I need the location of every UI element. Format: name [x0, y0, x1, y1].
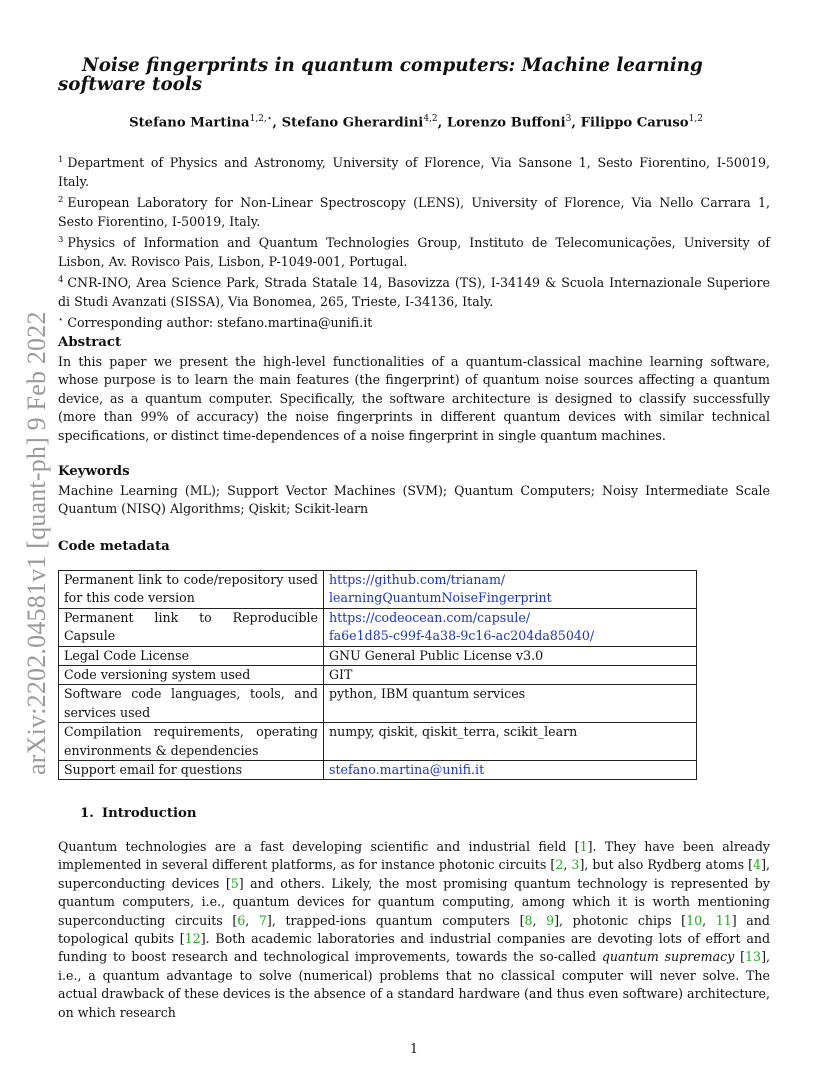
affiliation	[58, 191, 770, 231]
citation-link[interactable]: 8	[524, 912, 533, 928]
metadata-link[interactable]: stefano.martina@unifi.it	[329, 762, 485, 778]
affiliation-text: CNR-INO, Area Science Park, Strada Statale 14, Basovizza (TS), I-34149 & Scuola Internazionale Superiore di Studi Avanzati (SISSA), Via Bonomea, 265, Trieste, I-34136, Italy.	[58, 275, 770, 309]
page-number: 1	[409, 1041, 418, 1056]
table-row	[59, 608, 697, 646]
code-metadata-table	[58, 570, 697, 780]
text-run: ], i.e., a quantum advantage to solve (numerical) problems that no classical computer will never solve. The actual drawback of these devices is the absence of a standard hardware (and thus even software) architecture, on which research	[58, 949, 770, 1020]
citation-link[interactable]: 10	[686, 912, 703, 928]
citation-link[interactable]: 5	[230, 875, 239, 891]
text-run: ], photonic chips [	[554, 912, 687, 928]
author-name: Lorenzo Buffoni	[446, 115, 566, 131]
citation-link[interactable]: 6	[237, 912, 246, 928]
affiliation-list	[58, 151, 770, 333]
text-run: ]. They have been already implemented in several different platforms, as for instance photonic circuits [	[58, 839, 770, 873]
metadata-value-text: python, IBM quantum services	[329, 686, 526, 702]
metadata-label: Code versioning system used	[59, 666, 324, 685]
metadata-value	[324, 646, 697, 665]
section-title: Introduction	[101, 806, 197, 821]
metadata-value	[324, 685, 697, 723]
citation-link[interactable]: 7	[258, 912, 267, 928]
author-affiliation-mark: 3	[565, 114, 572, 124]
affiliation-text: European Laboratory for Non-Linear Spectroscopy (LENS), University of Florence, Via Nello Carrara 1, Sesto Fiorentino, I-50019, Italy.	[58, 195, 770, 229]
code-metadata-heading: Code metadata	[58, 539, 170, 554]
author-list: Stefano Martina$^{1,2,⋆}$, Stefano Gherardini$^{4,2}$, Lorenzo Buffoni$^3$, Filippo Caruso$^{1,2}$	[129, 114, 703, 131]
introduction-heading	[80, 806, 197, 821]
arxiv-identifier[interactable]: arXiv:2202.04581v1 [quant-ph] 9 Feb 2022	[22, 311, 51, 775]
metadata-link[interactable]: https://codeocean.com/capsule/	[329, 609, 531, 625]
text-run: ], superconducting devices [	[58, 857, 770, 891]
metadata-label: Compilation requirements, operating environments & dependencies	[59, 723, 324, 761]
affiliation	[58, 151, 770, 191]
metadata-link[interactable]: learningQuantumNoiseFingerprint	[329, 590, 552, 606]
table-row	[59, 761, 697, 780]
abstract-heading: Abstract	[58, 335, 122, 350]
affiliation	[58, 271, 770, 311]
author-affiliation-mark: 1,2,⋆	[249, 114, 273, 124]
affiliation	[58, 231, 770, 271]
author-name: Stefano Martina	[129, 115, 250, 131]
citation-link[interactable]: 13	[745, 949, 762, 965]
metadata-label: Legal Code License	[59, 646, 324, 665]
metadata-value	[324, 723, 697, 761]
affiliation-text: Corresponding author: stefano.martina@unifi.it	[67, 315, 373, 331]
table-row	[59, 646, 697, 665]
citation-link[interactable]: 1	[579, 839, 588, 854]
keywords-text: Machine Learning (ML); Support Vector Machines (SVM); Quantum Computers; Noisy Intermediate Scale Quantum (NISQ) Algorithms; Qiskit; Scikit-learn	[58, 483, 770, 517]
text-run: ] and topological qubits [	[58, 912, 770, 947]
text-run: ,	[563, 857, 572, 873]
metadata-link[interactable]: fa6e1d85-c99f-4a38-9c16-ac204da85040/	[329, 628, 595, 644]
metadata-label: Software code languages, tools, and services used	[59, 685, 324, 723]
abstract-text: In this paper we present the high-level functionalities of a quantum-classical machine learning software, whose purpose is to learn the main features (the fingerprint) of quantum noise sources affecting a quantum device, as a quantum computer. Specifically, the software architecture is designed to classify successfully (more than 99% of accuracy) the noise fingerprints in different quantum devices with similar technical specifications, or distinct time-dependences of a noise fingerprint in single quantum machines.	[58, 354, 770, 443]
metadata-value-text: GIT	[329, 667, 353, 683]
metadata-value	[324, 761, 697, 780]
metadata-value	[324, 608, 697, 646]
author-affiliation-mark: 4,2	[423, 114, 438, 124]
citation-link[interactable]: 4	[753, 857, 762, 873]
affiliation-mark: 1	[58, 155, 64, 165]
author-name: Stefano Gherardini	[281, 115, 424, 131]
text-run: ,	[702, 912, 716, 928]
author-affiliation-mark: 1,2	[688, 114, 703, 124]
text-run: Quantum technologies are a fast developing scientific and industrial field [	[58, 839, 580, 854]
metadata-value-text: GNU General Public License v3.0	[329, 647, 544, 663]
metadata-value	[324, 571, 697, 609]
section-number: 1.	[80, 806, 94, 821]
table-row	[59, 723, 697, 761]
emphasis: quantum supremacy	[601, 949, 735, 965]
table-row	[59, 685, 697, 723]
text-run: ] and others. Likely, the most promising quantum technology is represented by quantum computers, i.e., quantum devices for quantum computing, among which it is worth mentioning superconducting circuits [	[58, 875, 770, 928]
affiliation-text: Department of Physics and Astronomy, University of Florence, Via Sansone 1, Sesto Fiorentino, I-50019, Italy.	[58, 155, 770, 189]
affiliation-mark: 4	[58, 275, 64, 285]
metadata-link[interactable]: https://github.com/trianam/	[329, 572, 506, 587]
author-name: Filippo Caruso	[580, 115, 689, 131]
citation-link[interactable]: 11	[715, 912, 732, 928]
text-run: ]. Both academic laboratories and industrial companies are devoting lots of effort and funding to boost research and technological improvements, towards the so-called	[58, 931, 771, 965]
text-run: ], but also Rydberg atoms [	[579, 857, 754, 873]
metadata-label: Support email for questions	[59, 761, 324, 780]
metadata-value-text: numpy, qiskit, qiskit_terra, scikit_learn	[329, 724, 578, 740]
metadata-label: Permanent link to Reproducible Capsule	[59, 608, 324, 646]
paper-title: Noise fingerprints in quantum computers: Machine learning software tools	[58, 55, 703, 95]
affiliation-mark: 2	[58, 195, 64, 205]
citation-link[interactable]: 9	[546, 912, 555, 928]
affiliation-mark: 3	[58, 235, 64, 245]
keywords-heading: Keywords	[58, 464, 130, 479]
metadata-value	[324, 666, 697, 685]
introduction-text	[58, 838, 770, 1022]
text-run: ,	[532, 912, 547, 928]
citation-link[interactable]: 12	[184, 931, 201, 947]
table-row	[59, 666, 697, 685]
text-run: [	[734, 949, 746, 965]
affiliation-mark: ⋆	[58, 315, 64, 325]
metadata-label: Permanent link to code/repository used for this code version	[59, 571, 324, 609]
text-run: ], trapped-ions quantum computers [	[266, 912, 525, 928]
affiliation	[58, 311, 770, 333]
affiliation-text: Physics of Information and Quantum Technologies Group, Instituto de Telecomunicações, University of Lisbon, Av. Rovisco Pais, Lisbon, P-1049-001, Portugal.	[58, 235, 770, 269]
text-run: ,	[245, 912, 259, 928]
citation-link[interactable]: 2	[555, 857, 564, 873]
table-row	[59, 571, 697, 609]
citation-link[interactable]: 3	[571, 857, 580, 873]
